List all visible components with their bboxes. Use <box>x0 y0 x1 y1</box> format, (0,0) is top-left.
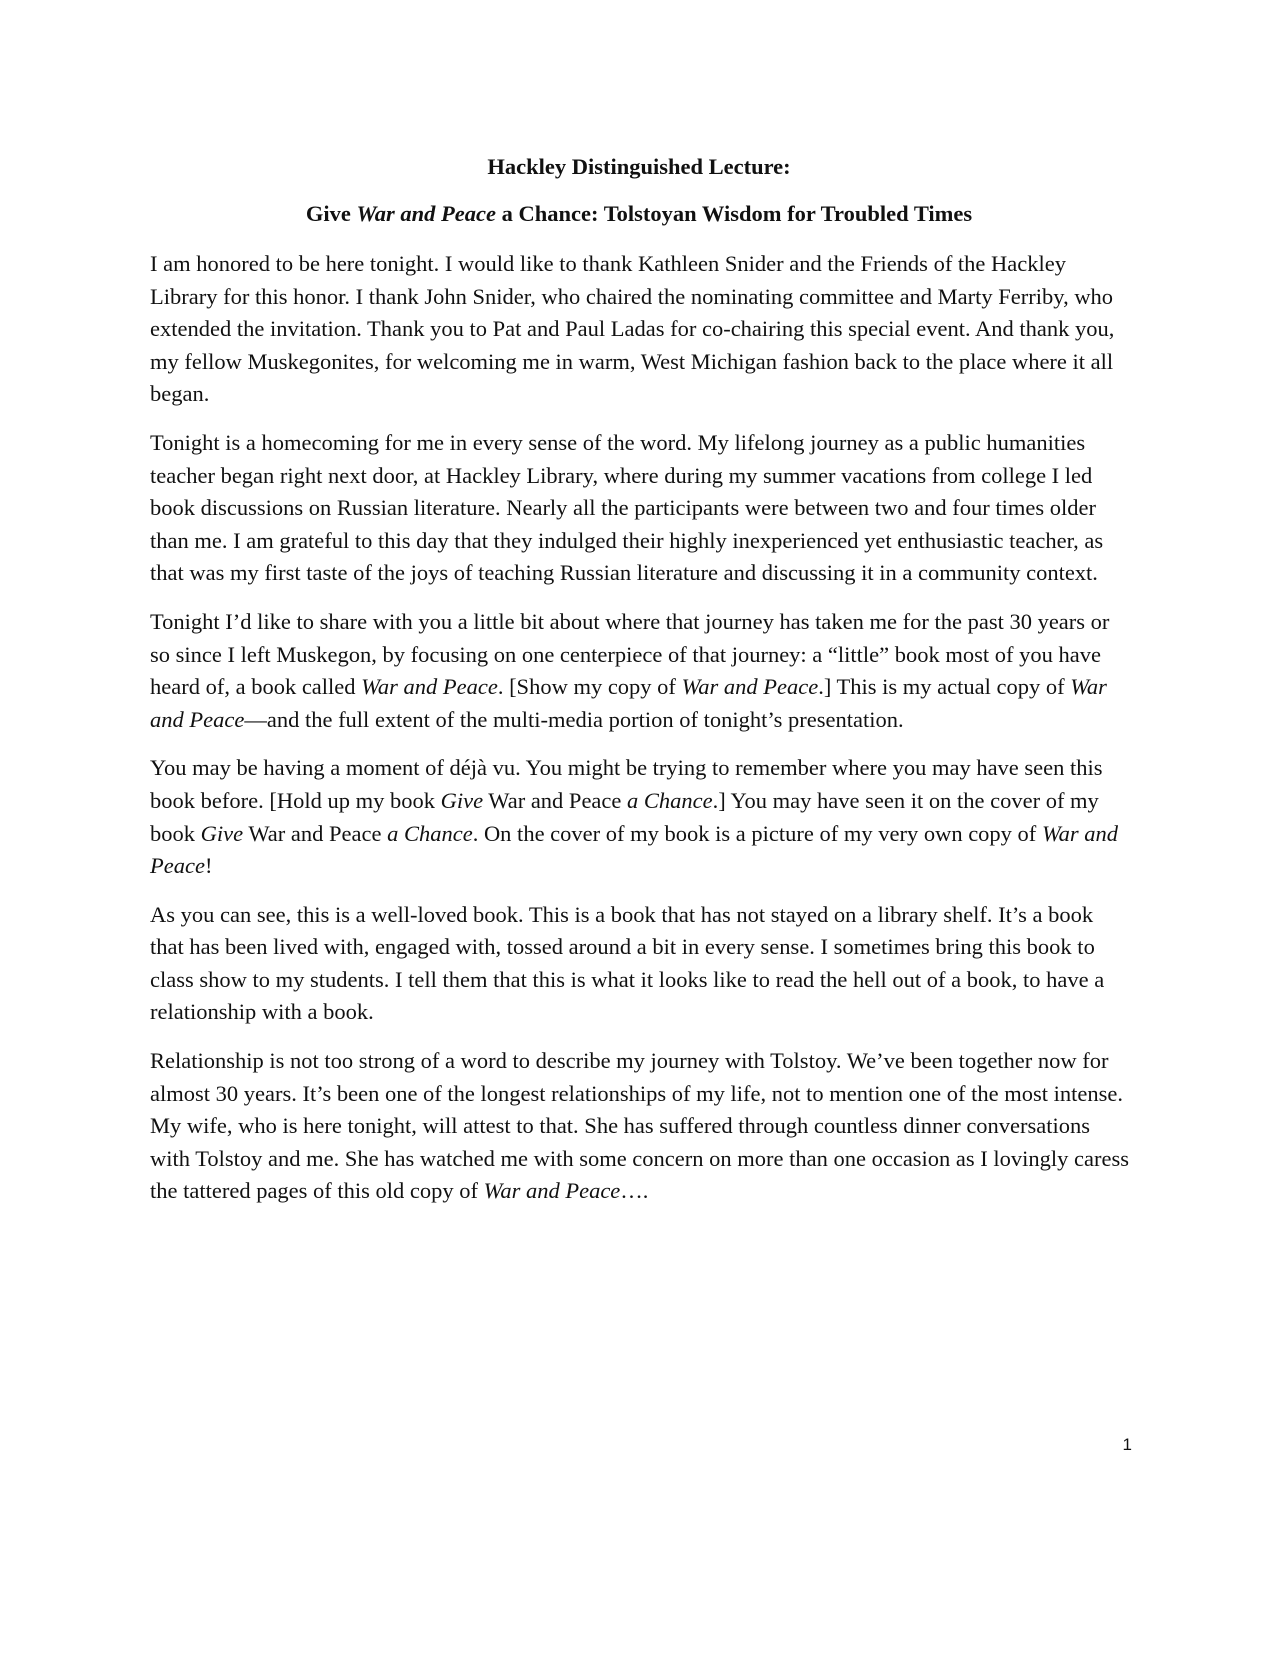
italic-text: War and Peace <box>150 820 1118 879</box>
body-paragraph <box>150 899 1132 1029</box>
lecture-series-title: Hackley Distinguished Lecture: <box>487 154 791 179</box>
paragraph-text: Tonight is a homecoming for me in every sense of the word. My lifelong journey as a public humanities teacher began right next door, at Hackley Library, where during my summer vacations from college I led book discussions on Russian literature. Nearly all the participants were between two and four times older than me. I am grateful to this day that they indulged their highly inexperienced yet enthusiastic teacher, as that was my first taste of the joys of teaching Russian literature and discussing it in a community context. <box>150 429 1104 586</box>
paragraph-text: ! <box>204 853 213 879</box>
italic-text: a Chance <box>627 787 713 813</box>
lecture-title-prefix: Give <box>305 201 357 226</box>
paragraph-text: . [Show my copy of <box>497 674 682 700</box>
paragraph-text: Tonight I’d like to share with you a little bit about where that journey has taken me for the past 30 years or so since I left Muskegon, by focusing on one centerpiece of that journey: a “little” book most of you have heard of, a book called <box>150 608 1110 700</box>
paragraph-text: You may be having a moment of déjà vu. You might be trying to remember where you may have seen this book before. [Hold up my book <box>150 755 1103 813</box>
body-paragraph <box>150 427 1132 590</box>
italic-text: War and Peace <box>150 674 1107 732</box>
paragraph-text: . On the cover of my book is a picture of my very own copy of <box>472 820 1042 846</box>
italic-text: War and Peace <box>361 674 498 700</box>
paragraph-text: Relationship is not too strong of a word to describe my journey with Tolstoy. We’ve been together now for almost 30 years. It’s been one of the longest relationships of my life, not to mention one of the most intense. My wife, who is here tonight, will attest to that. She has suffered through countless dinner conversations with Tolstoy and me. She has watched me with some concern on more than one occasion as I lovingly caress the tattered pages of this old copy of <box>150 1048 1130 1204</box>
paragraph-text: War and Peace <box>243 820 388 846</box>
italic-text: Give <box>200 820 244 846</box>
paragraph-text: .] You may have seen it on the cover of my book <box>150 787 1099 846</box>
body-paragraph <box>150 752 1132 882</box>
body-paragraph <box>150 248 1132 411</box>
lecture-title <box>150 200 1128 228</box>
paragraph-text: As you can see, this is a well-loved book. This is a book that has not stayed on a library shelf. It’s a book that has been lived with, engaged with, tossed around a bit in every sense. I sometimes bring this book to class show to my students. I tell them that this is what it looks like to read the hell out of a book, to have a relationship with a book. <box>150 901 1105 1025</box>
body-paragraph <box>150 1045 1132 1208</box>
italic-text: War and Peace <box>681 674 819 700</box>
paragraph-text: .] This is my actual copy of <box>818 674 1071 700</box>
italic-text: a Chance <box>387 820 473 846</box>
paragraph-text: …. <box>620 1178 649 1204</box>
lecture-title-book: War and Peace <box>356 201 496 226</box>
paragraph-text: War and Peace <box>483 787 628 813</box>
paragraph-text: —and the full extent of the multi-media portion of tonight’s presentation. <box>244 706 904 732</box>
page-number: 1 <box>1122 1435 1132 1454</box>
body-paragraph <box>150 606 1132 736</box>
italic-text: War and Peace <box>483 1178 621 1204</box>
lecture-body <box>150 248 1132 1224</box>
lecture-title-suffix: a Chance: Tolstoyan Wisdom for Troubled Times <box>496 201 973 226</box>
paragraph-text: I am honored to be here tonight. I would like to thank Kathleen Snider and the Friends of the Hackley Library for this honor. I thank John Snider, who chaired the nominating committee and Marty Ferriby, who extended the invitation. Thank you to Pat and Paul Ladas for co-chairing this special event. And thank you, my fellow Muskegonites, for welcoming me in warm, West Michigan fashion back to the place where it all began. <box>150 251 1115 407</box>
italic-text: Give <box>440 787 484 813</box>
